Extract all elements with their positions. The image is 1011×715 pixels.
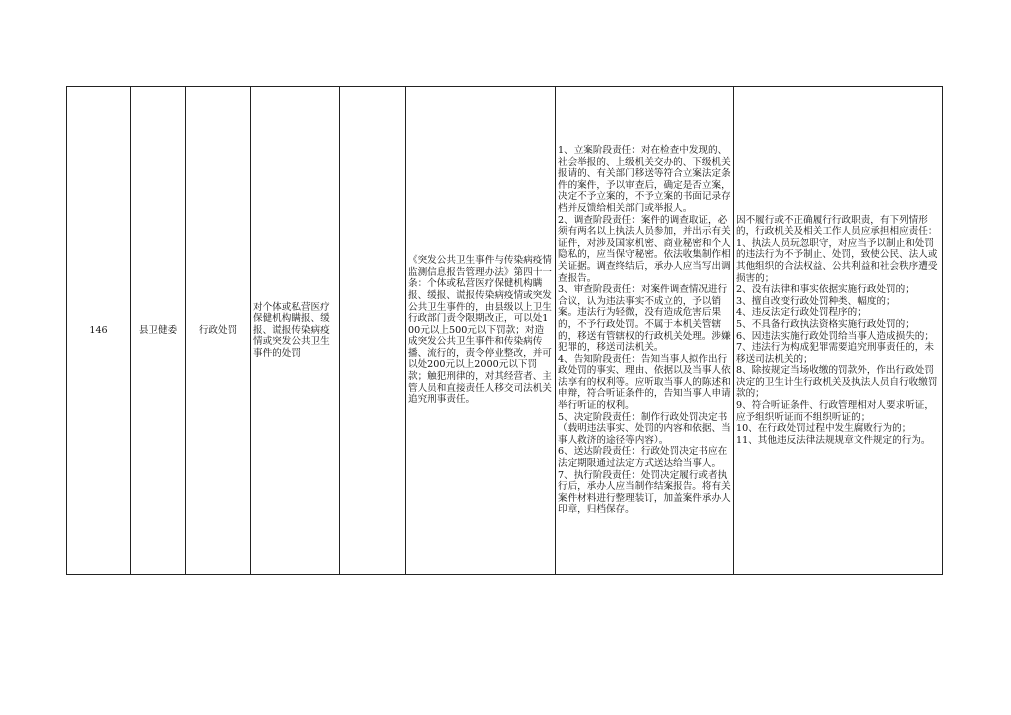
item-name-cell: 对个体或私营医疗保健机构瞒报、缓报、谎报传染病疫情或突发公共卫生事件的处罚 [251,87,340,575]
power-type-cell: 行政处罚 [186,87,251,575]
duties-cell [556,87,734,575]
liabilities-cell [734,87,943,575]
liability-item: 8、除按规定当场收缴的罚款外，作出行政处罚决定的卫生计生行政机关及执法人员自行收缴罚款的； [736,365,938,400]
liability-item: 1、执法人员玩忽职守，对应当予以制止和处罚的违法行为不予制止、处罚，致使公民、法人或其他组织的合法权益、公共利益和社会秩序遭受损害的； [736,237,938,284]
duty-item: 2、调查阶段责任：案件的调查取证，必须有两名以上执法人员参加，并出示有关证件，对涉及国家机密、商业秘密和个人隐私的，应当保守秘密。依法收集制作相关证据。调查终结后，承办人应当写出调查报告。 [558,214,731,284]
liability-item: 11、其他违反法律法规规章文件规定的行为。 [736,434,931,446]
liability-item: 2、没有法律和事实依据实施行政处罚的； [736,284,915,296]
power-list-table [66,86,943,575]
legal-basis-cell: 《突发公共卫生事件与传染病疫情监测信息报告管理办法》第四十一条：个体或私营医疗保健机构瞒报、缓报、谎报传染病疫情或突发公共卫生事件的，由县级以上卫生行政部门责令限期改正，可以处100元以上500元以下罚款；对造成突发公共卫生事件和传染病传播、流行的，责令停业整改，并可以处200元以上2000元以下罚款；触犯刑律的，对其经营者、主管人员和直接责任人移交司法机关追究刑事责任。 [406,87,556,575]
table-row [67,87,943,575]
liability-item: 7、违法行为构成犯罪需要追究刑事责任的，未移送司法机关的； [736,342,934,365]
liability-item: 6、因违法实施行政处罚给当事人造成损失的； [736,330,934,342]
department-cell: 县卫健委 [131,87,186,575]
duty-item: 1、立案阶段责任：对在检查中发现的、社会举报的、上级机关交办的、下级机关报请的、有关部门移送等符合立案法定条件的案件，予以审查后，确定是否立案，决定不予立案的，不予立案的书面记录存档并反馈给相关部门或举报人。 [558,145,731,214]
sub-item-cell [340,87,406,575]
liability-item: 3、擅自改变行政处罚种类、幅度的； [736,295,896,307]
duty-item: 4、告知阶段责任：告知当事人拟作出行政处罚的事实、理由、依据以及当事人依法享有的权利等。应听取当事人的陈述和申辩，符合听证条件的，告知当事人申请举行听证的权利。 [558,353,731,412]
liability-item: 5、不具备行政执法资格实施行政处罚的； [736,318,915,330]
duty-item: 6、送达阶段责任：行政处罚决定书应在法定期限通过法定方式送达给当事人。 [558,446,728,470]
liability-item: 因不履行或不正确履行行政职责，有下列情形的，行政机关及相关工作人员应承担相应责任： [736,214,938,238]
duty-item: 7、执行阶段责任：处罚决定履行或者执行后，承办人应当制作结案报告。将有关案件材料进行整理装订，加盖案件承办人印章，归档保存。 [558,469,731,516]
liability-item: 10、在行政处罚过程中发生腐败行为的； [736,423,912,435]
duty-item: 5、决定阶段责任：制作行政处罚决定书（载明违法事实、处罚的内容和依据、当事人救济的途径等内容）。 [558,411,731,446]
liability-item: 4、违反法定行政处罚程序的； [736,307,867,319]
liability-item: 9、符合听证条件、行政管理相对人要求听证，应予组织听证而不组织听证的； [736,400,934,423]
duty-item: 3、审查阶段责任：对案件调查情况进行合议，认为违法事实不成立的，予以销案。违法行为轻微，没有造成危害后果的，不予行政处罚。不属于本机关管辖的，移送有管辖权的行政机关处理。涉嫌犯罪的，移送司法机关。 [558,284,731,354]
row-number: 146 [67,87,131,575]
